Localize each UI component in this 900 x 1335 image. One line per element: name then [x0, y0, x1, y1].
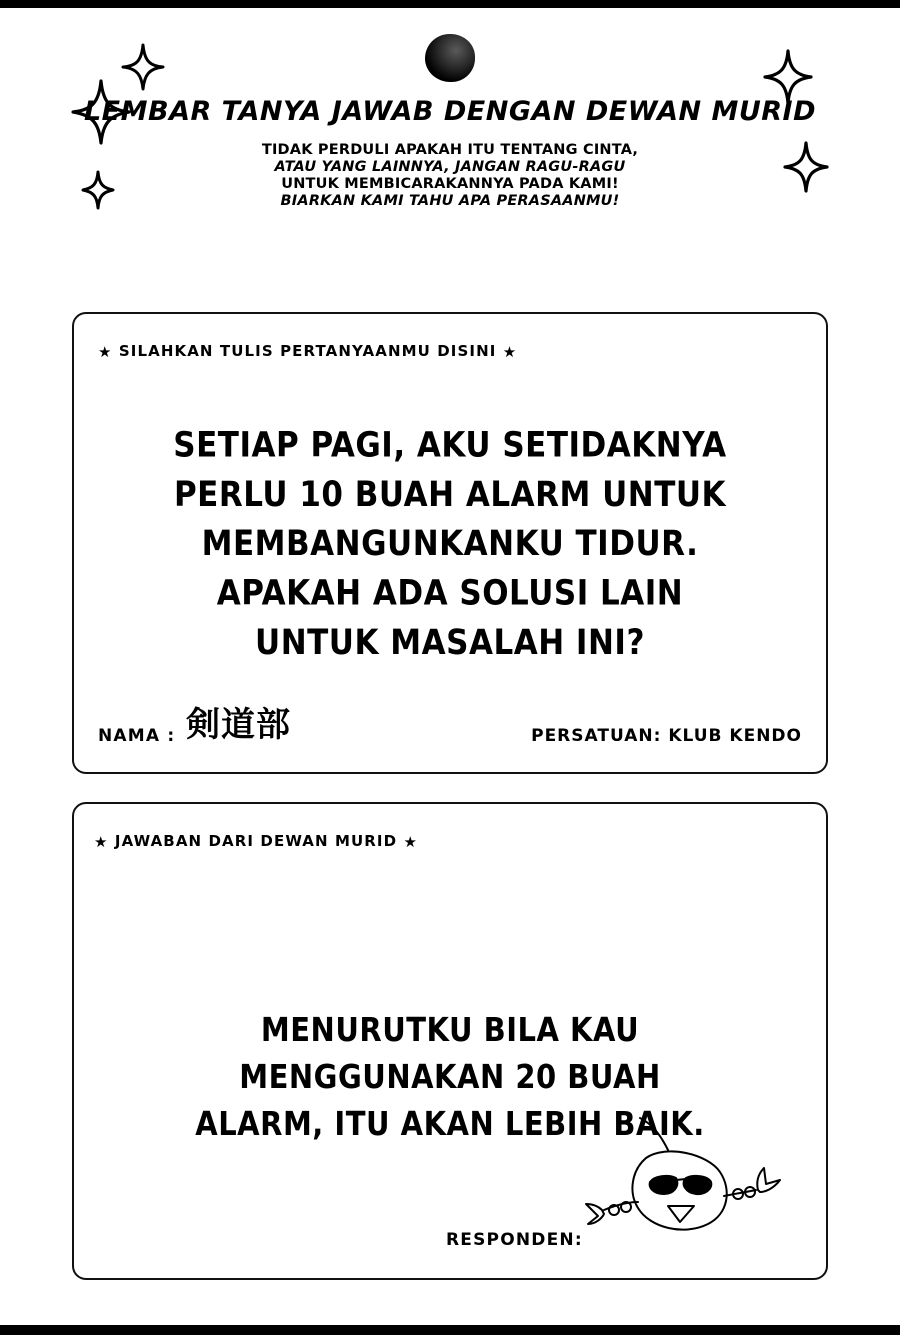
sparkle-icon: [762, 48, 814, 106]
question-text: [74, 421, 826, 667]
responden-label: RESPONDEN:: [446, 1230, 583, 1250]
answer-card-label: [94, 832, 418, 851]
sparkle-icon: [782, 140, 830, 194]
sparkle-icon: [120, 42, 166, 92]
sparkle-icon: [78, 168, 118, 212]
question-line: MEMBANGUNKANKU TIDUR.: [201, 523, 699, 565]
question-card-footer: [74, 706, 826, 746]
club-label: PERSATUAN: KLUB KENDO: [531, 726, 802, 746]
subtitle-line: BIARKAN KAMI TAHU APA PERASAANMU!: [280, 193, 620, 209]
answer-card-label-text: JAWABAN DARI DEWAN MURID: [114, 832, 398, 850]
star-icon: ★: [94, 833, 109, 851]
subtitle-line: ATAU YANG LAINNYA, JANGAN RAGU-RAGU: [274, 159, 626, 175]
subtitle-line: TIDAK PERDULI APAKAH ITU TENTANG CINTA,: [261, 142, 639, 158]
answer-line: ALARM, ITU AKAN LEBIH BAIK.: [195, 1105, 705, 1144]
name-label: NAMA :: [98, 726, 176, 746]
star-icon: ★: [403, 833, 419, 851]
question-line: PERLU 10 BUAH ALARM UNTUK: [173, 474, 727, 515]
page-subtitle: [0, 142, 900, 210]
question-line: SETIAP PAGI, AKU SETIDAKNYA: [173, 425, 727, 466]
bottom-border-bar: [0, 1325, 900, 1335]
subtitle-line: UNTUK MEMBICARAKANNYA PADA KAMI!: [281, 176, 619, 192]
answer-card: [72, 802, 828, 1280]
question-line: UNTUK MASALAH INI?: [255, 622, 645, 663]
answer-line: MENURUTKU BILA KAU: [260, 1010, 640, 1049]
question-line: APAKAH ADA SOLUSI LAIN: [216, 573, 684, 614]
answer-line: MENGGUNAKAN 20 BUAH: [239, 1057, 661, 1097]
name-value: 剣道部: [186, 705, 291, 745]
question-card: [72, 312, 828, 774]
page-title: LEMBAR TANYA JAWAB DENGAN DEWAN MURID: [83, 96, 817, 127]
top-border-bar: [0, 0, 900, 8]
question-card-label-text: SILAHKAN TULIS PERTANYAANMU DISINI: [118, 342, 497, 360]
star-icon: ★: [98, 343, 113, 361]
question-card-label: [98, 342, 517, 361]
star-icon: ★: [502, 343, 518, 361]
ink-blob-icon: [425, 34, 475, 82]
